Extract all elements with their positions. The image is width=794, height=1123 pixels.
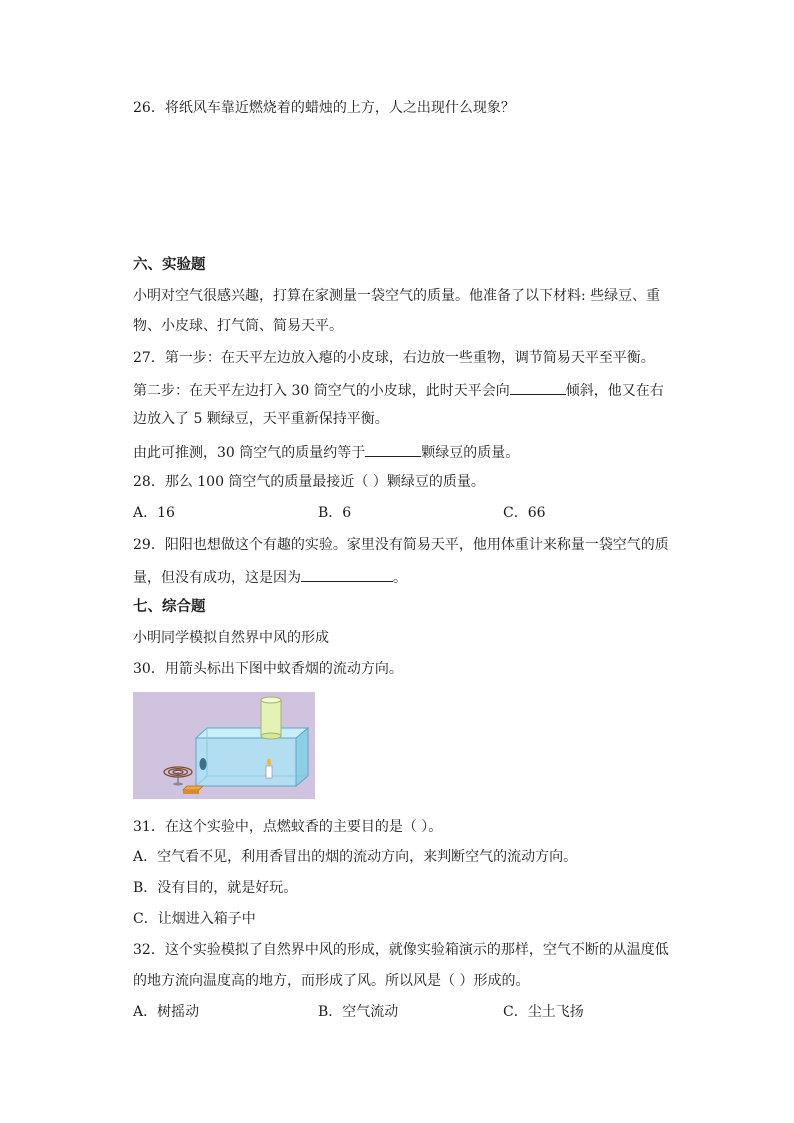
q31-option-c[interactable]: C．让烟进入箱子中 xyxy=(133,911,256,927)
question-27-line-1: 27．第一步：在天平左边放入瘪的小皮球，右边放一些重物，调节简易天平至平衡。 xyxy=(133,350,655,366)
q29-line-2-suffix: 。 xyxy=(393,570,407,586)
q27-line-4-prefix: 由此可推测，30 筒空气的质量约等于 xyxy=(133,445,366,461)
question-27-line-4 xyxy=(133,440,519,463)
q28-option-b[interactable]: B．6 xyxy=(318,505,352,521)
section-6-intro-line-1: 小明对空气很感兴趣，打算在家测量一袋空气的质量。他准备了以下材料: 些绿豆、重 xyxy=(133,288,661,304)
box-hole xyxy=(200,758,207,770)
q27-line-2-suffix: 倾斜，他又在右 xyxy=(565,383,664,399)
q29-blank[interactable] xyxy=(301,565,393,582)
q32-option-b[interactable]: B．空气流动 xyxy=(318,1004,399,1020)
question-27-line-2 xyxy=(133,378,664,401)
candle xyxy=(266,766,272,778)
question-30: 30．用箭头标出下图中蚊香烟的流动方向。 xyxy=(133,661,403,677)
question-26: 26．将纸风车靠近燃烧着的蜡烛的上方，人之出现什么现象？ xyxy=(133,100,515,116)
section-6-intro-line-2: 物、小皮球、打气筒、简易天平。 xyxy=(133,318,343,334)
q28-option-c[interactable]: C．66 xyxy=(503,505,546,521)
q27-blank-1[interactable] xyxy=(510,378,566,395)
question-28: 28．那么 100 筒空气的质量最接近（ ）颗绿豆的质量。 xyxy=(133,474,485,490)
chimney xyxy=(261,700,281,736)
matchbox xyxy=(183,786,203,790)
question-29-line-2 xyxy=(133,565,407,588)
q28-option-a[interactable]: A．16 xyxy=(133,505,175,521)
question-31: 31．在这个实验中，点燃蚊香的主要目的是（ ）。 xyxy=(133,819,443,835)
q32-option-c[interactable]: C．尘土飞扬 xyxy=(503,1004,584,1020)
question-32-line-1: 32．这个实验模拟了自然界中风的形成，就像实验箱演示的那样，空气不断的从温度低 xyxy=(133,942,669,958)
question-29-line-1: 29．阳阳也想做这个有趣的实验。家里没有简易天平，他用体重计来称量一袋空气的质 xyxy=(133,537,669,553)
q29-line-2-prefix: 量，但没有成功，这是因为 xyxy=(133,570,301,586)
q31-option-b[interactable]: B．没有目的，就是好玩。 xyxy=(133,880,298,896)
q31-option-a[interactable]: A．空气看不见，利用香冒出的烟的流动方向，来判断空气的流动方向。 xyxy=(133,849,578,865)
box-side xyxy=(296,728,308,786)
q27-blank-2[interactable] xyxy=(365,440,421,457)
box-top xyxy=(196,728,308,738)
q32-option-a[interactable]: A．树摇动 xyxy=(133,1004,200,1020)
section-6-heading: 六、实验题 xyxy=(133,257,206,273)
question-27-line-3: 边放入了 5 颗绿豆，天平重新保持平衡。 xyxy=(133,411,389,427)
box-front xyxy=(196,738,296,786)
question-32-line-2: 的地方流向温度高的地方，而形成了风。所以风是（ ）形成的。 xyxy=(133,973,530,989)
section-7-heading: 七、综合题 xyxy=(133,599,206,615)
section-7-intro: 小明同学模拟自然界中风的形成 xyxy=(133,630,329,646)
q27-line-4-suffix: 颗绿豆的质量。 xyxy=(421,445,520,461)
q27-line-2-prefix: 第二步：在天平左边打入 30 筒空气的小皮球，此时天平会向 xyxy=(133,383,510,399)
wind-experiment-figure xyxy=(133,692,315,799)
